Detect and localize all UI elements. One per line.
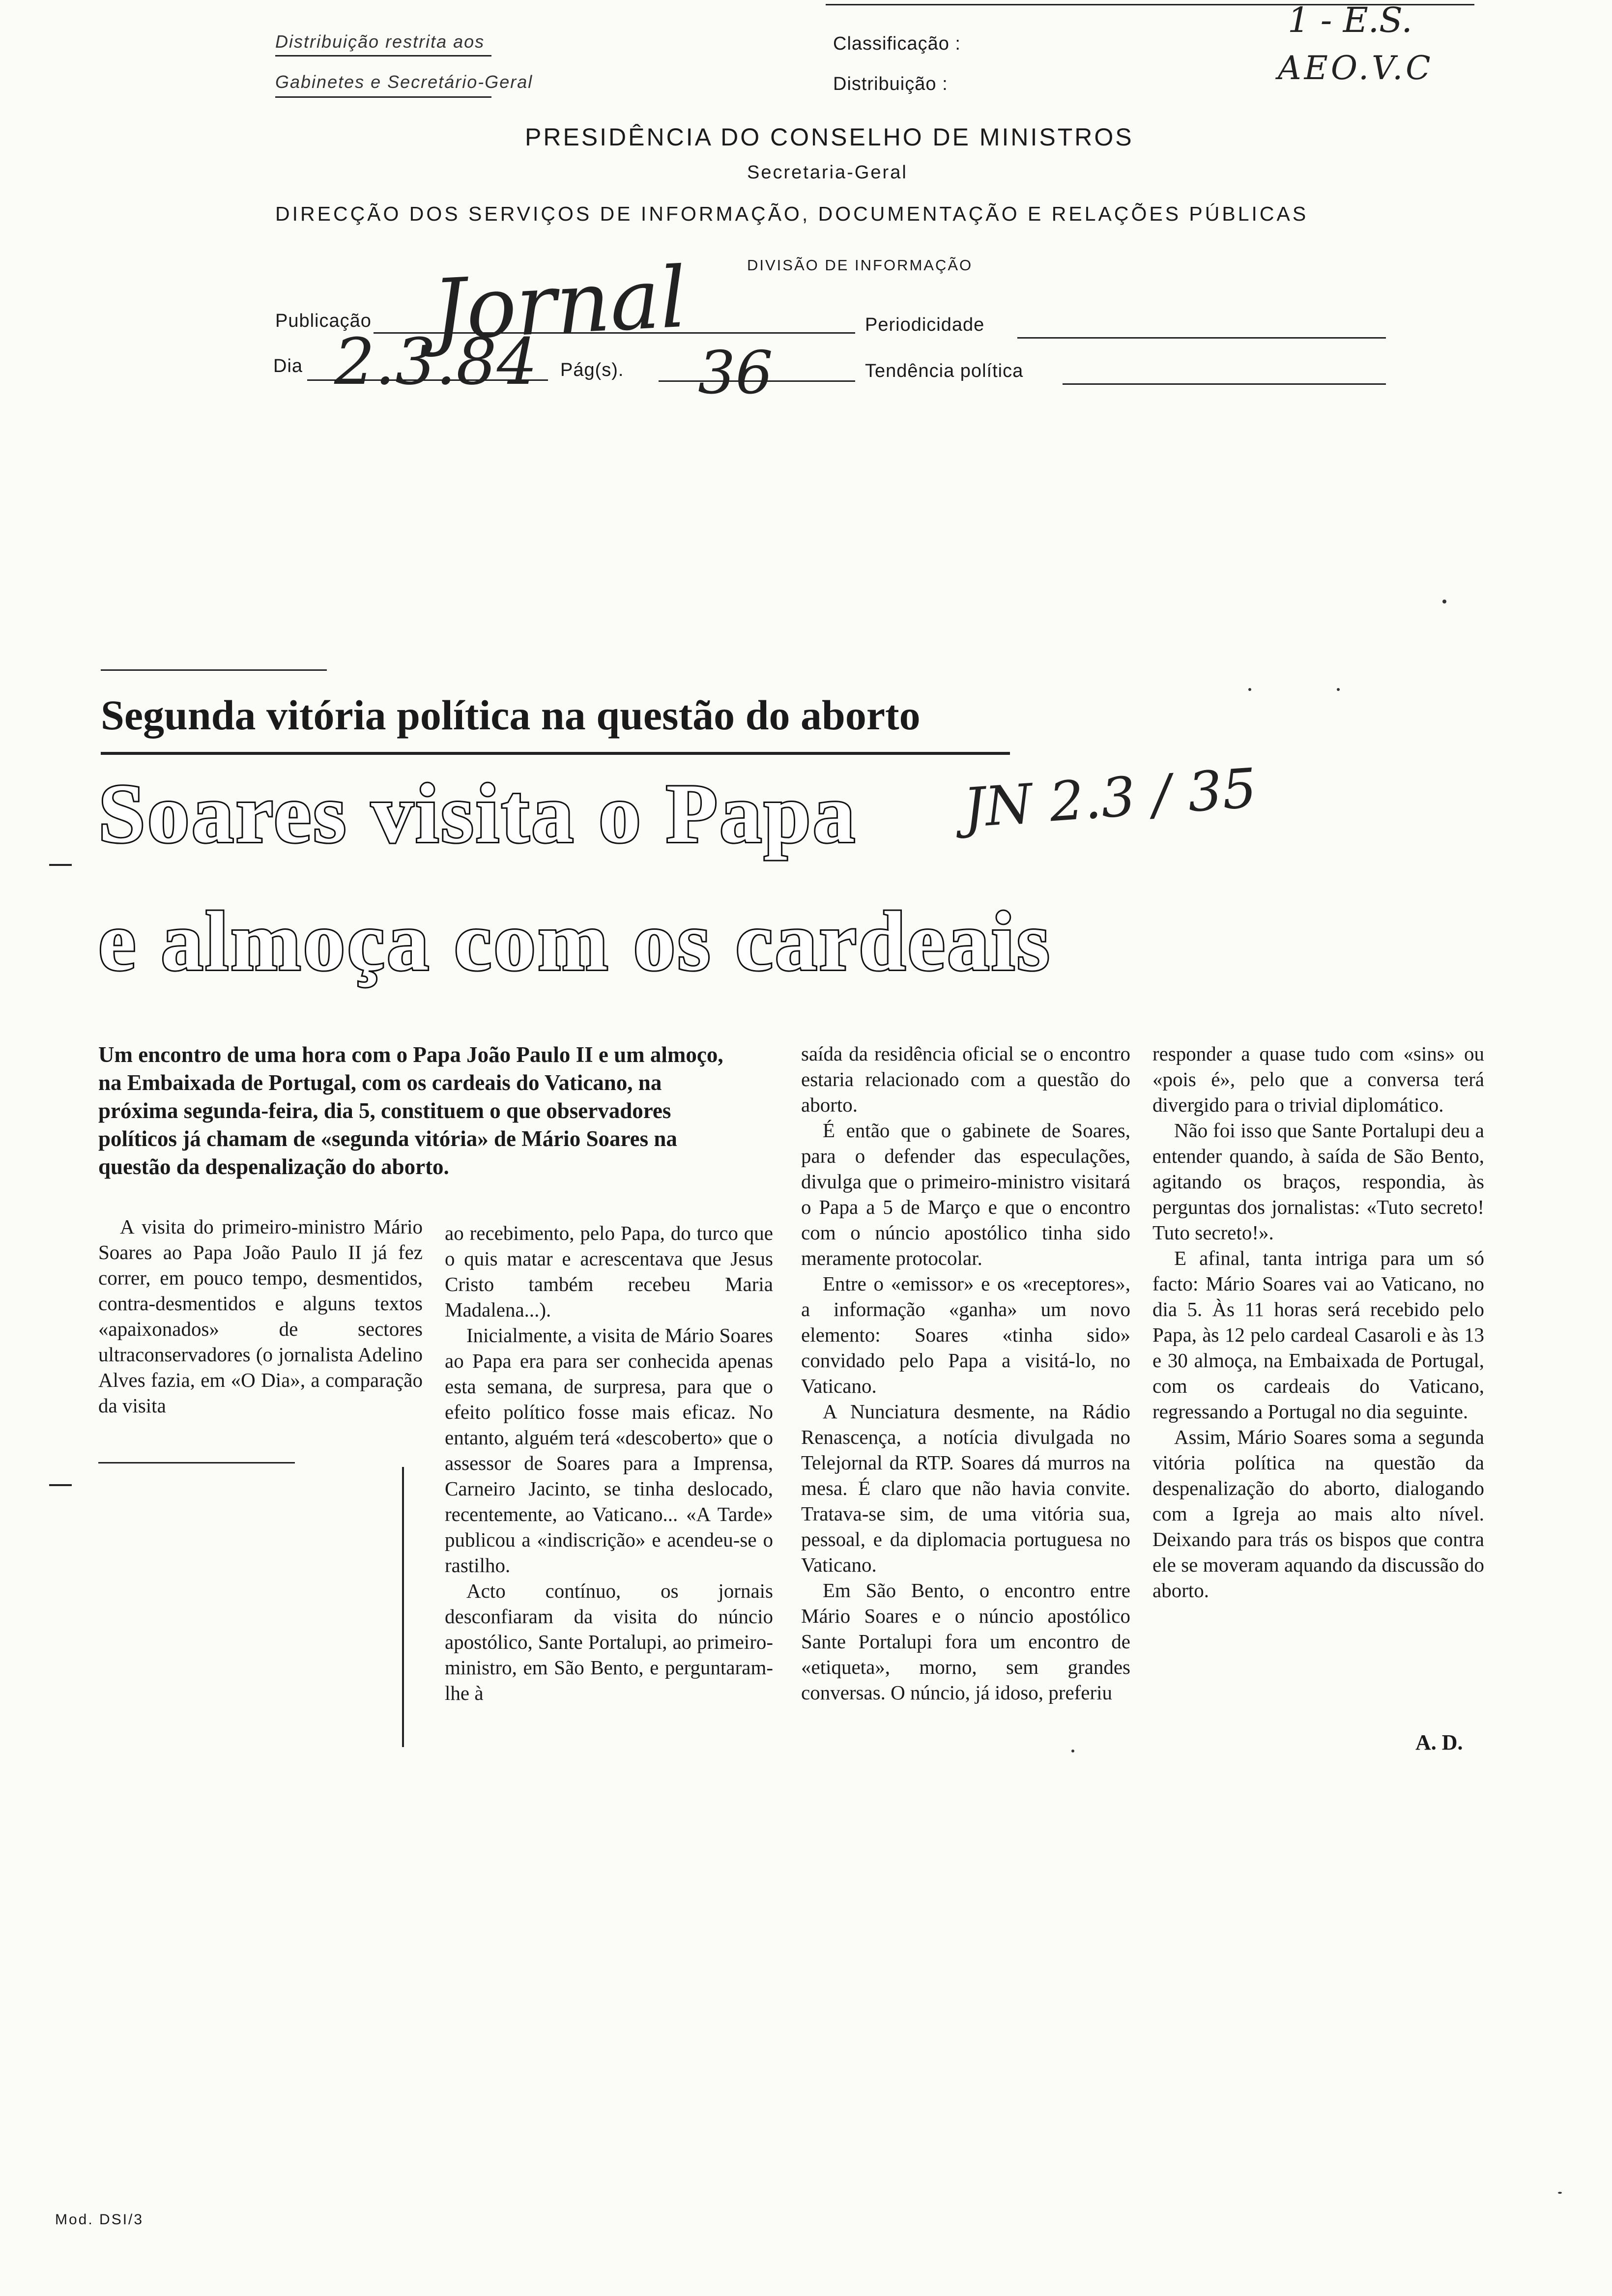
form-code: Mod. DSI/3	[55, 2211, 144, 2228]
article-signature: A. D.	[1415, 1730, 1463, 1754]
column-4-paragraph: Assim, Mário Soares soma a segunda vitória política na questão da despenalização do aborto, dialogando com a Igreja ao mais alto nível. Deixando para trás os bispos que contra ele se moveram aquando da discussão do aborto.	[1152, 1426, 1484, 1602]
dia-label: Dia	[273, 356, 303, 376]
article-column-3	[801, 1041, 1130, 1705]
page-title: PRESIDÊNCIA DO CONSELHO DE MINISTROS	[525, 123, 1134, 151]
handwritten-date: 2.3.84	[334, 324, 538, 399]
scan-speck	[1442, 600, 1446, 603]
article-kicker: Segunda vitória política na questão do aborto	[101, 691, 921, 739]
tendencia-field	[1063, 383, 1386, 385]
scan-speck	[1248, 688, 1251, 691]
restriction-line-1: Distribuição restrita aos	[275, 31, 485, 52]
column-3-paragraph: É então que o gabinete de Soares, para o defender das especulações, divulga que o primeiro-ministro visitará o Papa a 5 de Março e que o encontro com o núncio apostólico tinha sido meramente protocolar.	[801, 1119, 1130, 1269]
column-3-paragraph: A Nunciatura desmente, na Rádio Renascença, a notícia divulgada no Telejornal da RTP. Soares dá murros na mesa. É claro que não havia convite. Tratava-se sim, de uma vitória sua, pessoal, e da diplomacia portuguesa no Vaticano.	[801, 1400, 1130, 1576]
headline-line-2: e almoça com os cardeais	[98, 895, 1052, 988]
column-2-paragraph: ao recebimento, pelo Papa, do turco que o quis matar e acrescentava que Jesus Cristo também recebeu Maria Madalena...).	[445, 1222, 773, 1321]
handwritten-corner-top: 1 - E.S.	[1288, 0, 1412, 40]
page-subtitle: Secretaria-Geral	[747, 162, 908, 183]
restriction-divider	[275, 55, 491, 57]
margin-mark	[49, 1484, 72, 1486]
direccao-line: DIRECÇÃO DOS SERVIÇOS DE INFORMAÇÃO, DOCUMENTAÇÃO E RELAÇÕES PÚBLICAS	[275, 202, 1309, 225]
column-1-end-rule	[98, 1462, 295, 1464]
distribuicao-label: Distribuição :	[833, 74, 948, 94]
headline-line-1: Soares visita o Papa	[98, 767, 857, 861]
column-4-paragraph: responder a quase tudo com «sins» ou «pois é», pelo que a conversa terá divergido para o trivial diplomático.	[1152, 1042, 1484, 1116]
publicacao-label: Publicação	[275, 311, 372, 331]
restriction-line-2: Gabinetes e Secretário-Geral	[275, 72, 533, 92]
margin-mark	[49, 864, 72, 866]
column-3-paragraph: Em São Bento, o encontro entre Mário Soares e o núncio apostólico Sante Portalupi fora um encontro de «etiqueta», morno, sem grandes conversas. O núncio, já idoso, preferiu	[801, 1579, 1130, 1704]
scan-speck	[1558, 2192, 1562, 2194]
column-3-paragraph: saída da residência oficial se o encontro estaria relacionado com a questão do aborto.	[801, 1042, 1130, 1116]
scan-speck	[1337, 688, 1340, 691]
column-4-paragraph: Não foi isso que Sante Portalupi deu a entender quando, à saída de São Bento, agitando os braços, respondia, às perguntas dos jornalistas: «Tuto secreto! Tuto secreto!».	[1152, 1119, 1484, 1244]
column-3-paragraph: Entre o «emissor» e os «receptores», a informação «ganha» um novo elemento: Soares «tinha sido» convidado pelo Papa a visitá-lo, no Vaticano.	[801, 1272, 1130, 1397]
scan-speck	[1071, 1750, 1074, 1752]
periodicidade-label: Periodicidade	[865, 315, 985, 335]
article-lead: Um encontro de uma hora com o Papa João Paulo II e um almoço, na Embaixada de Portugal, com os cardeais do Vaticano, na próxima segunda-feira, dia 5, constituem o que observadores políticos já chamam de «segunda vitória» de Mário Soares na questão da despenalização do aborto.	[98, 1042, 723, 1179]
column-1-paragraph: A visita do primeiro-ministro Mário Soares ao Papa João Paulo II já fez correr, em pouco tempo, desmentidos, contra-desmentidos e alguns textos «apaixonados» de sectores ultraconservadores (o jornalista Adelino Alves fazia, em «O Dia», a comparação da visita	[98, 1215, 423, 1417]
article-column-4	[1152, 1041, 1484, 1603]
periodicidade-field	[1017, 337, 1386, 339]
column-divider	[402, 1467, 404, 1747]
divisao-label: DIVISÃO DE INFORMAÇÃO	[747, 257, 973, 274]
handwritten-publication: Jornal	[430, 249, 689, 360]
restriction-underline	[275, 96, 491, 98]
kicker-top-rule	[101, 669, 327, 671]
column-2-paragraph: Acto contínuo, os jornais desconfiaram da visita do núncio apostólico, Sante Portalupi, ao primeiro-ministro, em São Bento, e perguntaram-lhe à	[445, 1579, 773, 1704]
pags-label: Pág(s).	[560, 360, 624, 380]
column-2-paragraph: Inicialmente, a visita de Mário Soares ao Papa era para ser conhecida apenas esta semana, de surpresa, para que o efeito político fosse mais eficaz. No entanto, alguém terá «descoberto» que o assessor de Soares para a Imprensa, Carneiro Jacinto, se tinha deslocado, recentemente, ao Vaticano... «A Tarde» publicou a «indiscrição» e acendeu-se o rastilho.	[445, 1324, 773, 1577]
kicker-underline	[101, 752, 1010, 755]
column-4-paragraph: E afinal, tanta intriga para um só facto: Mário Soares vai ao Vaticano, no dia 5. Às 11 horas será recebido pelo Papa, às 12 pelo cardeal Casaroli e às 13 e 30 almoça, na Embaixada de Portugal, com os cardeais do Vaticano, regressando a Portugal no dia seguinte.	[1152, 1247, 1484, 1423]
classificacao-label: Classificação :	[833, 33, 961, 54]
handwritten-corner-bottom: AEO.V.C	[1278, 49, 1434, 87]
handwritten-pages: 36	[698, 339, 773, 407]
article-column-2	[445, 1220, 773, 1706]
tendencia-label: Tendência política	[865, 361, 1024, 381]
handwritten-margin-note: JN 2.3 / 35	[961, 756, 1259, 840]
article-column-1	[98, 1214, 423, 1418]
